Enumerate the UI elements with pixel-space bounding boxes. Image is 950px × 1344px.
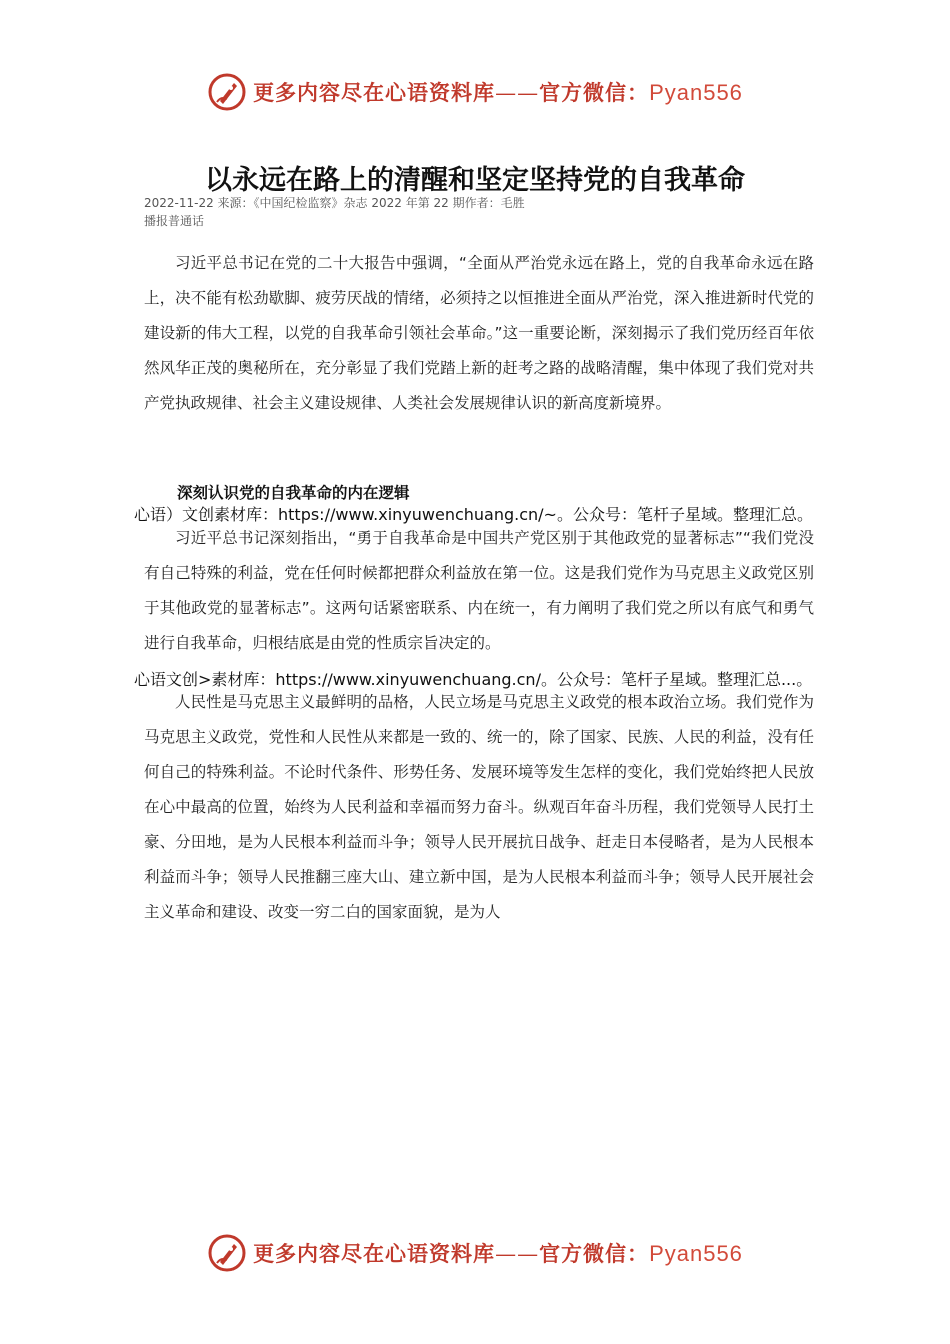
banner-text <box>253 77 743 107</box>
meta-line: 2022-11-22 来源：《中国纪检监察》杂志 2022 年第 22 期作者：毛胜 <box>144 196 525 210</box>
footer-banner <box>0 1231 950 1275</box>
banner-dash: —— <box>495 81 540 105</box>
watermark-line-1: 心语）文创素材库：https://www.xinyuwenchuang.cn/~。公众号：笔杆子星域。整理汇总。 <box>134 505 813 524</box>
banner-label: 官方微信： <box>539 80 650 105</box>
wechat-id: Pyan556 <box>649 1241 743 1266</box>
banner-text <box>253 1238 743 1268</box>
pen-nib-logo-icon <box>207 72 247 112</box>
paragraph-1: 习近平总书记在党的二十大报告中强调，“全面从严治党永远在路上，党的自我革命永远在路上，决不能有松劲歇脚、疲劳厌战的情绪，必须持之以恒推进全面从严治党，深入推进新时代党的建设新的伟大工程，以党的自我革命引领社会革命。”这一重要论断，深刻揭示了我们党历经百年依然风华正茂的奥秘所在，充分彰显了我们党踏上新的赶考之路的战略清醒，集中体现了我们党对共产党执政规律、社会主义建设规律、人类社会发展规律认识的新高度新境界。 <box>144 254 814 412</box>
paragraph-2: 习近平总书记深刻指出，“勇于自我革命是中国共产党区别于其他政党的显著标志”“我们党没有自己特殊的利益，党在任何时候都把群众利益放在第一位。这是我们党作为马克思主义政党区别于其他政党的显著标志”。这两句话紧密联系、内在统一，有力阐明了我们党之所以有底气和勇气进行自我革命，归根结底是由党的性质宗旨决定的。 <box>144 529 814 652</box>
banner-main-text: 更多内容尽在心语资料库 <box>253 80 496 105</box>
page-title: 以永远在路上的清醒和坚定坚持党的自我革命 <box>205 165 745 197</box>
banner-main-text: 更多内容尽在心语资料库 <box>253 1241 496 1266</box>
banner-dash: —— <box>495 1242 540 1266</box>
article-meta <box>144 194 844 230</box>
wechat-id: Pyan556 <box>649 80 743 105</box>
section-heading: 深刻认识党的自我革命的内在逻辑 <box>177 484 410 502</box>
meta-line-2: 播报普通话 <box>144 214 205 228</box>
pen-nib-logo-icon <box>207 1233 247 1273</box>
paragraph-3: 人民性是马克思主义最鲜明的品格，人民立场是马克思主义政党的根本政治立场。我们党作为马克思主义政党，党性和人民性从来都是一致的、统一的，除了国家、民族、人民的利益，没有任何自己的特殊利益。不论时代条件、形势任务、发展环境等发生怎样的变化，我们党始终把人民放在心中最高的位置，始终为人民利益和幸福而努力奋斗。纵观百年奋斗历程，我们党领导人民打土豪、分田地，是为人民根本利益而斗争；领导人民开展抗日战争、赶走日本侵略者，是为人民根本利益而斗争；领导人民推翻三座大山、建立新中国，是为人民根本利益而斗争；领导人民开展社会主义革命和建设、改变一穷二白的国家面貌，是为人 <box>144 693 814 921</box>
header-banner <box>0 70 950 114</box>
watermark-line-2: 心语文创>素材库：https://www.xinyuwenchuang.cn/。公众号：笔杆子星域。整理汇总...。 <box>134 670 813 689</box>
banner-label: 官方微信： <box>539 1241 650 1266</box>
